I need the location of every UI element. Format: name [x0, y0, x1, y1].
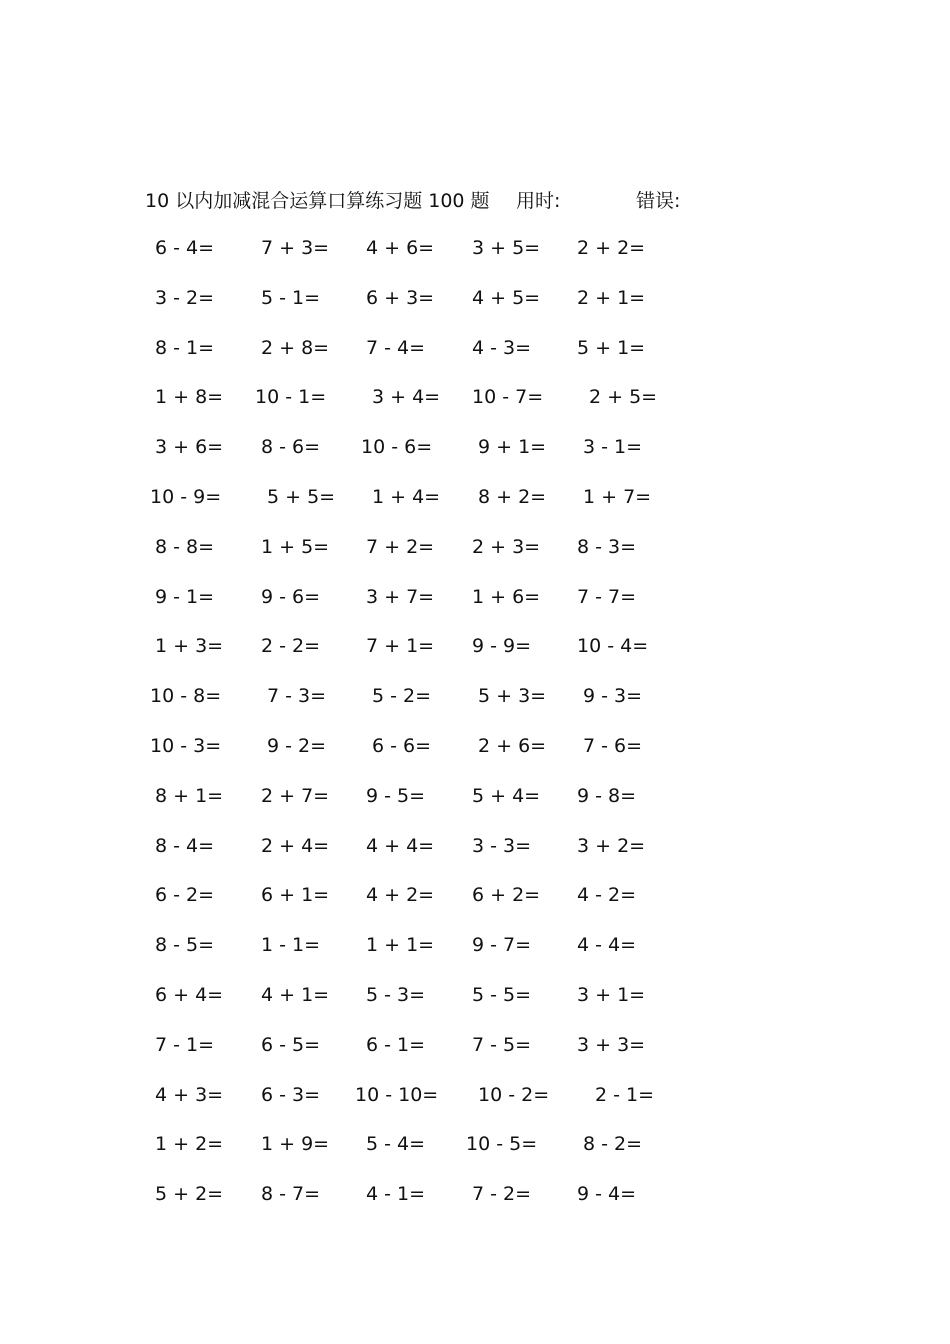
problem-r8-c3: 3 + 7= [366, 586, 435, 608]
problem-r20-c3: 4 - 1= [366, 1183, 426, 1205]
problem-r12-c3: 9 - 5= [366, 785, 426, 807]
problem-r13-c1: 8 - 4= [155, 835, 215, 857]
problem-r13-c4: 3 - 3= [472, 835, 532, 857]
problem-r1-c2: 7 + 3= [261, 237, 330, 259]
problem-r17-c3: 6 - 1= [366, 1034, 426, 1056]
problem-r1-c1: 6 - 4= [155, 237, 215, 259]
problem-r17-c1: 7 - 1= [155, 1034, 215, 1056]
problem-r15-c4: 9 - 7= [472, 934, 532, 956]
problem-r12-c5: 9 - 8= [577, 785, 637, 807]
problem-r16-c3: 5 - 3= [366, 984, 426, 1006]
problem-r18-c1: 4 + 3= [155, 1084, 224, 1106]
problem-r7-c1: 8 - 8= [155, 536, 215, 558]
problem-r5-c4: 9 + 1= [478, 436, 547, 458]
problem-r5-c2: 8 - 6= [261, 436, 321, 458]
problem-r4-c3: 3 + 4= [372, 386, 441, 408]
problem-r3-c5: 5 + 1= [577, 337, 646, 359]
problem-r10-c3: 5 - 2= [372, 685, 432, 707]
problem-r14-c4: 6 + 2= [472, 884, 541, 906]
problem-r9-c5: 10 - 4= [577, 635, 649, 657]
problem-r2-c3: 6 + 3= [366, 287, 435, 309]
problem-r7-c3: 7 + 2= [366, 536, 435, 558]
problem-r2-c1: 3 - 2= [155, 287, 215, 309]
problem-r16-c1: 6 + 4= [155, 984, 224, 1006]
problem-r4-c1: 1 + 8= [155, 386, 224, 408]
problem-r14-c3: 4 + 2= [366, 884, 435, 906]
problem-r20-c4: 7 - 2= [472, 1183, 532, 1205]
problem-r11-c2: 9 - 2= [267, 735, 327, 757]
problem-r12-c2: 2 + 7= [261, 785, 330, 807]
problem-r18-c3: 10 - 10= [355, 1084, 439, 1106]
problem-r7-c4: 2 + 3= [472, 536, 541, 558]
problem-r6-c5: 1 + 7= [583, 486, 652, 508]
problem-r5-c3: 10 - 6= [361, 436, 433, 458]
problem-r2-c4: 4 + 5= [472, 287, 541, 309]
problem-r12-c1: 8 + 1= [155, 785, 224, 807]
problem-r20-c1: 5 + 2= [155, 1183, 224, 1205]
problem-r15-c5: 4 - 4= [577, 934, 637, 956]
problem-r6-c1: 10 - 9= [150, 486, 222, 508]
problem-r6-c2: 5 + 5= [267, 486, 336, 508]
problem-r15-c1: 8 - 5= [155, 934, 215, 956]
problem-r8-c2: 9 - 6= [261, 586, 321, 608]
problem-r17-c2: 6 - 5= [261, 1034, 321, 1056]
problem-r7-c2: 1 + 5= [261, 536, 330, 558]
worksheet-title: 10 以内加减混合运算口算练习题 100 题 [145, 190, 490, 212]
problem-r19-c2: 1 + 9= [261, 1133, 330, 1155]
errors-label: 错误: [636, 190, 681, 212]
problem-r20-c2: 8 - 7= [261, 1183, 321, 1205]
problem-r2-c2: 5 - 1= [261, 287, 321, 309]
problem-r5-c1: 3 + 6= [155, 436, 224, 458]
problem-r13-c2: 2 + 4= [261, 835, 330, 857]
problem-r10-c1: 10 - 8= [150, 685, 222, 707]
problem-r18-c4: 10 - 2= [478, 1084, 550, 1106]
problem-r3-c2: 2 + 8= [261, 337, 330, 359]
problem-r6-c3: 1 + 4= [372, 486, 441, 508]
problem-r3-c4: 4 - 3= [472, 337, 532, 359]
problem-r19-c1: 1 + 2= [155, 1133, 224, 1155]
problem-r9-c4: 9 - 9= [472, 635, 532, 657]
problem-r17-c4: 7 - 5= [472, 1034, 532, 1056]
problem-r15-c3: 1 + 1= [366, 934, 435, 956]
problem-r10-c5: 9 - 3= [583, 685, 643, 707]
problem-r19-c4: 10 - 5= [466, 1133, 538, 1155]
problem-r12-c4: 5 + 4= [472, 785, 541, 807]
problem-r20-c5: 9 - 4= [577, 1183, 637, 1205]
problem-r11-c3: 6 - 6= [372, 735, 432, 757]
problem-r10-c2: 7 - 3= [267, 685, 327, 707]
problem-r8-c5: 7 - 7= [577, 586, 637, 608]
problem-r10-c4: 5 + 3= [478, 685, 547, 707]
problem-r18-c2: 6 - 3= [261, 1084, 321, 1106]
problem-r7-c5: 8 - 3= [577, 536, 637, 558]
problem-r9-c1: 1 + 3= [155, 635, 224, 657]
problem-r13-c5: 3 + 2= [577, 835, 646, 857]
problem-r17-c5: 3 + 3= [577, 1034, 646, 1056]
problem-r14-c1: 6 - 2= [155, 884, 215, 906]
problem-r8-c1: 9 - 1= [155, 586, 215, 608]
problem-r15-c2: 1 - 1= [261, 934, 321, 956]
problem-r3-c3: 7 - 4= [366, 337, 426, 359]
problem-r19-c5: 8 - 2= [583, 1133, 643, 1155]
problem-r1-c4: 3 + 5= [472, 237, 541, 259]
problem-r16-c5: 3 + 1= [577, 984, 646, 1006]
problem-r8-c4: 1 + 6= [472, 586, 541, 608]
problem-r14-c5: 4 - 2= [577, 884, 637, 906]
problem-r19-c3: 5 - 4= [366, 1133, 426, 1155]
problem-r5-c5: 3 - 1= [583, 436, 643, 458]
problem-r13-c3: 4 + 4= [366, 835, 435, 857]
problem-r9-c2: 2 - 2= [261, 635, 321, 657]
problem-r1-c5: 2 + 2= [577, 237, 646, 259]
problem-r1-c3: 4 + 6= [366, 237, 435, 259]
problem-r16-c4: 5 - 5= [472, 984, 532, 1006]
problem-r16-c2: 4 + 1= [261, 984, 330, 1006]
problem-r3-c1: 8 - 1= [155, 337, 215, 359]
problem-r18-c5: 2 - 1= [595, 1084, 655, 1106]
problem-r14-c2: 6 + 1= [261, 884, 330, 906]
problem-r4-c5: 2 + 5= [589, 386, 658, 408]
problem-r6-c4: 8 + 2= [478, 486, 547, 508]
problem-r4-c4: 10 - 7= [472, 386, 544, 408]
problem-r11-c4: 2 + 6= [478, 735, 547, 757]
problem-r11-c5: 7 - 6= [583, 735, 643, 757]
problem-r2-c5: 2 + 1= [577, 287, 646, 309]
time-label: 用时: [516, 190, 561, 212]
problem-r11-c1: 10 - 3= [150, 735, 222, 757]
problem-r9-c3: 7 + 1= [366, 635, 435, 657]
problem-r4-c2: 10 - 1= [255, 386, 327, 408]
